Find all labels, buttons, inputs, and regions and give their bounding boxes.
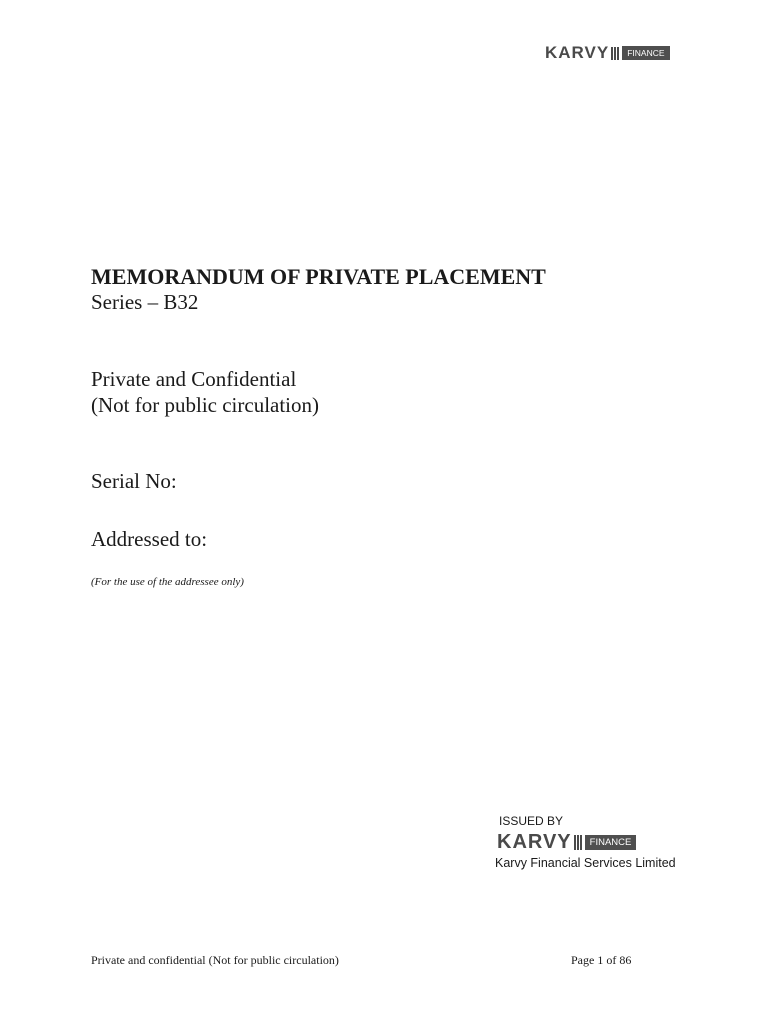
confidential-heading: Private and Confidential (91, 367, 297, 391)
logo-wordmark: KARVY (545, 43, 610, 62)
addressee-note: (For the use of the addressee only) (91, 576, 244, 588)
issued-by-label: ISSUED BY (499, 814, 564, 828)
issuer-logo-wordmark: KARVY (497, 831, 572, 853)
issuer-logo-tag: FINANCE (585, 835, 637, 850)
document-series: Series – B32 (91, 290, 199, 314)
footer-confidential-note: Private and confidential (Not for public circulation) (91, 953, 339, 967)
issuer-name: Karvy Financial Services Limited (495, 856, 676, 870)
logo-tag: FINANCE (622, 46, 669, 60)
page-number: Page 1 of 86 (571, 953, 632, 967)
logo-bars-icon (611, 47, 620, 60)
karvy-finance-logo (545, 43, 670, 63)
document-title: MEMORANDUM OF PRIVATE PLACEMENT (91, 264, 546, 289)
addressed-to-label: Addressed to: (91, 527, 208, 551)
serial-number-label: Serial No: (91, 469, 177, 493)
issuer-logo (497, 831, 636, 853)
issuer-logo-bars-icon (574, 835, 583, 850)
confidential-subheading: (Not for public circulation) (91, 393, 320, 417)
